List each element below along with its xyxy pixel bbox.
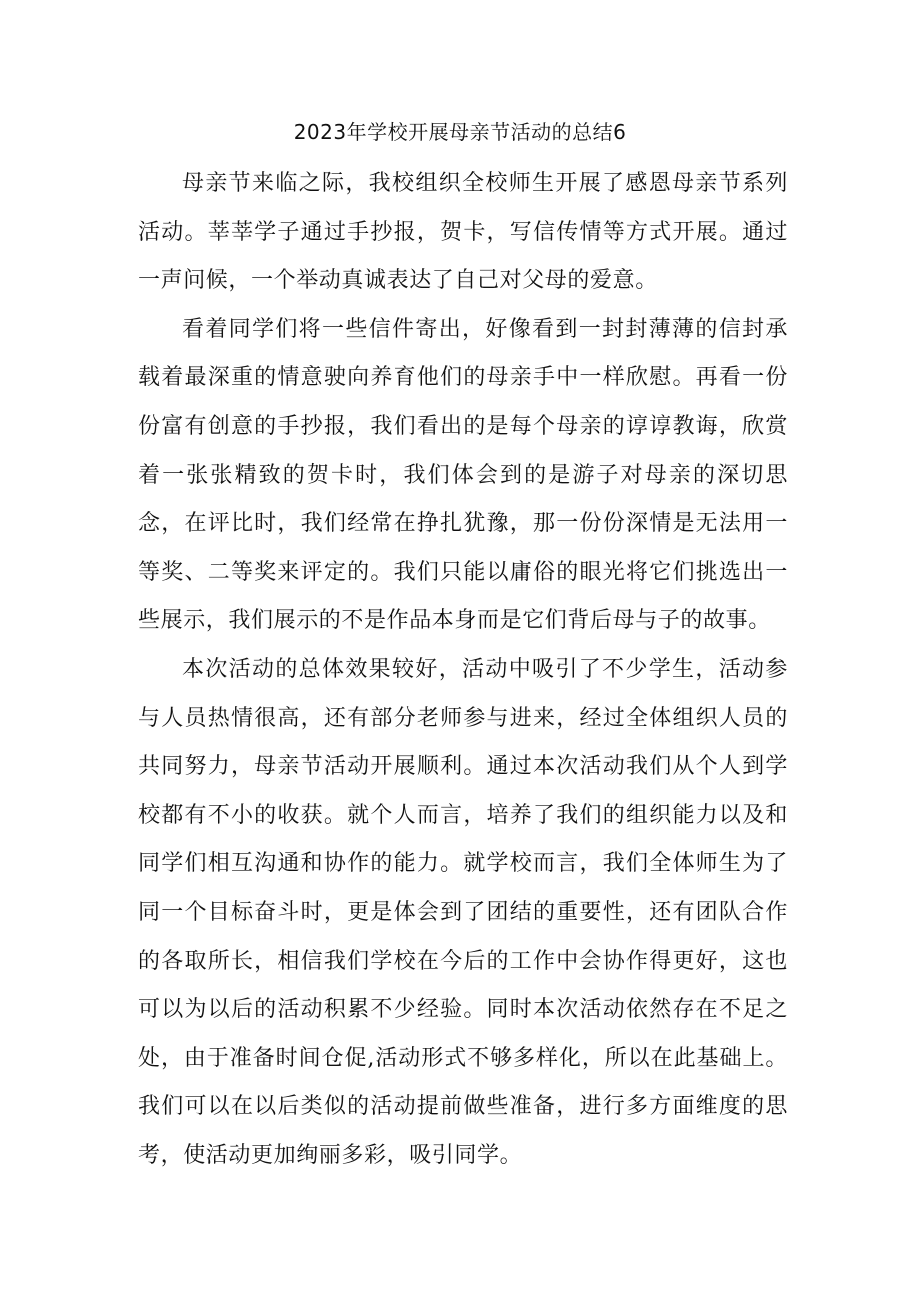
document-title: 2023年学校开展母亲节活动的总结6 bbox=[293, 120, 627, 144]
document-body bbox=[138, 160, 788, 1180]
paragraph-1: 母亲节来临之际，我校组织全校师生开展了感恩母亲节系列活动。莘莘学子通过手抄报，贺卡，写信传情等方式开展。通过一声问候，一个举动真诚表达了自己对父母的爱意。 bbox=[138, 171, 788, 294]
paragraph-3: 本次活动的总体效果较好，活动中吸引了不少学生，活动参与人员热情很高，还有部分老师参与进来，经过全体组织人员的共同努力，母亲节活动开展顺利。通过本次活动我们从个人到学校都有不小的收获。就个人而言，培养了我们的组织能力以及和同学们相互沟通和协作的能力。就学校而言，我们全体师生为了同一个目标奋斗时，更是体会到了团结的重要性，还有团队合作的各取所长，相信我们学校在今后的工作中会协作得更好，这也可以为以后的活动积累不少经验。同时本次活动依然存在不足之处，由于准备时间仓促,活动形式不够多样化，所以在此基础上。我们可以在以后类似的活动提前做些准备，进行多方面维度的思考，使活动更加绚丽多彩，吸引同学。 bbox=[138, 656, 788, 1168]
paragraph-2: 看着同学们将一些信件寄出，好像看到一封封薄薄的信封承载着最深重的情意驶向养育他们的母亲手中一样欣慰。再看一份份富有创意的手抄报，我们看出的是每个母亲的谆谆教诲，欣赏着一张张精致的贺卡时，我们体会到的是游子对母亲的深切思念，在评比时，我们经常在挣扎犹豫，那一份份深情是无法用一等奖、二等奖来评定的。我们只能以庸俗的眼光将它们挑选出一些展示，我们展示的不是作品本身而是它们背后母与子的故事。 bbox=[138, 316, 788, 634]
